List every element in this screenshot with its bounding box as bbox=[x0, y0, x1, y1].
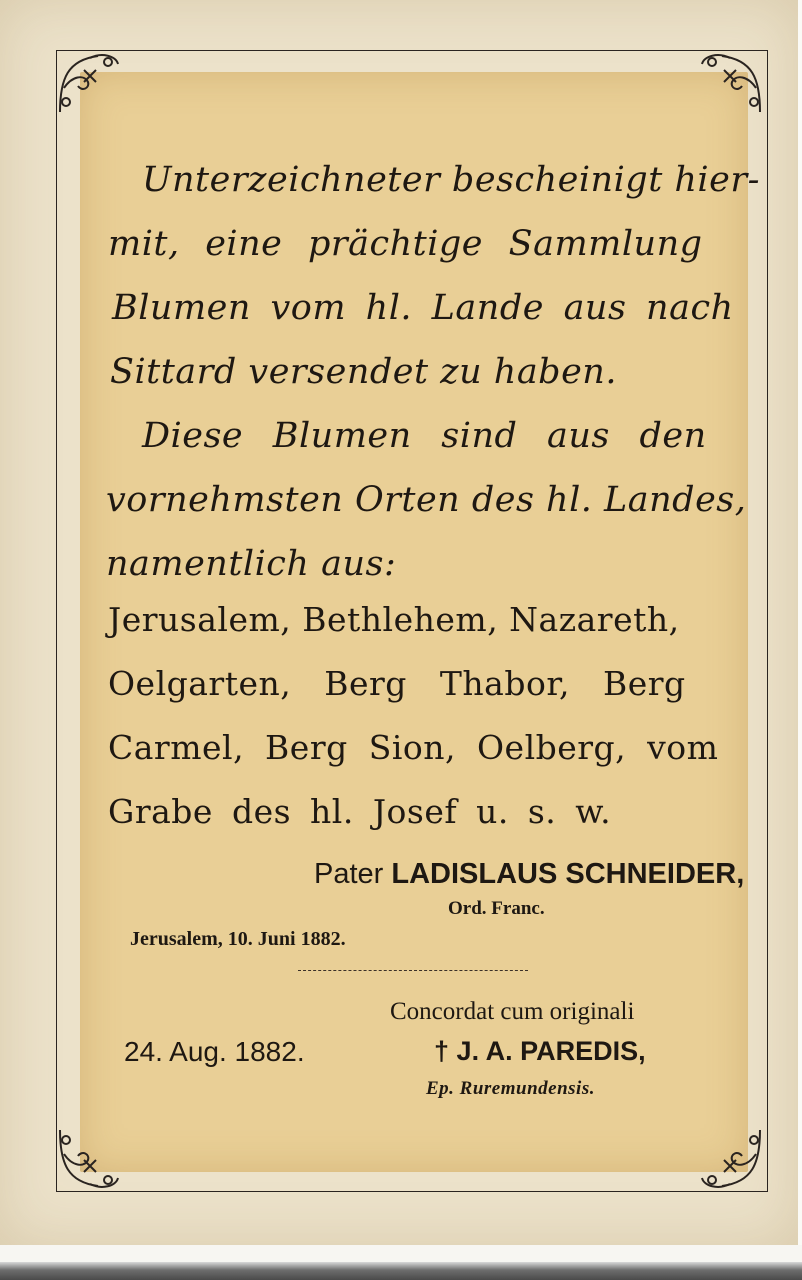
signature-date: 10. Juni 1882. bbox=[227, 928, 346, 950]
bishop-line bbox=[434, 1036, 646, 1067]
text-line: namentlich aus: bbox=[106, 544, 397, 584]
signature-place: Jerusalem, bbox=[130, 928, 223, 950]
bishop-name: J. A. PAREDIS, bbox=[456, 1036, 646, 1066]
text-line: Unterzeichneter bescheinigt hier- bbox=[142, 160, 760, 200]
text-line: mit, eine prächtige Sammlung bbox=[108, 224, 703, 264]
order-label: Ord. Franc. bbox=[448, 898, 545, 919]
scroll-ornament-icon bbox=[54, 48, 124, 118]
scroll-ornament-icon bbox=[54, 1124, 124, 1194]
scanner-bar bbox=[0, 1262, 802, 1280]
bishop-see: Ep. Ruremundensis. bbox=[426, 1078, 595, 1099]
text-line: Jerusalem, Bethlehem, Nazareth, bbox=[108, 600, 680, 639]
divider bbox=[298, 970, 528, 971]
place-date-line bbox=[130, 928, 346, 951]
attestation-date: 24. Aug. 1882. bbox=[124, 1036, 305, 1067]
text-line: Sittard versendet zu haben. bbox=[110, 352, 617, 392]
text-line: Grabe des hl. Josef u. s. w. bbox=[108, 792, 612, 831]
scroll-ornament-icon bbox=[696, 1124, 766, 1194]
text-line: vornehmsten Orten des hl. Landes, bbox=[106, 480, 747, 520]
text-line: Blumen vom hl. Lande aus nach bbox=[112, 288, 734, 328]
text-line: Diese Blumen sind aus den bbox=[142, 416, 707, 456]
text-line: Oelgarten, Berg Thabor, Berg bbox=[108, 664, 686, 703]
text-line: Carmel, Berg Sion, Oelberg, vom bbox=[108, 728, 719, 767]
signature-title: Pater bbox=[314, 858, 384, 890]
signature-name: LADISLAUS SCHNEIDER, bbox=[391, 858, 745, 890]
scroll-ornament-icon bbox=[696, 48, 766, 118]
cross-icon: † bbox=[434, 1036, 450, 1066]
signature-line bbox=[314, 858, 744, 891]
concordat-phrase: Concordat cum originali bbox=[390, 998, 635, 1025]
